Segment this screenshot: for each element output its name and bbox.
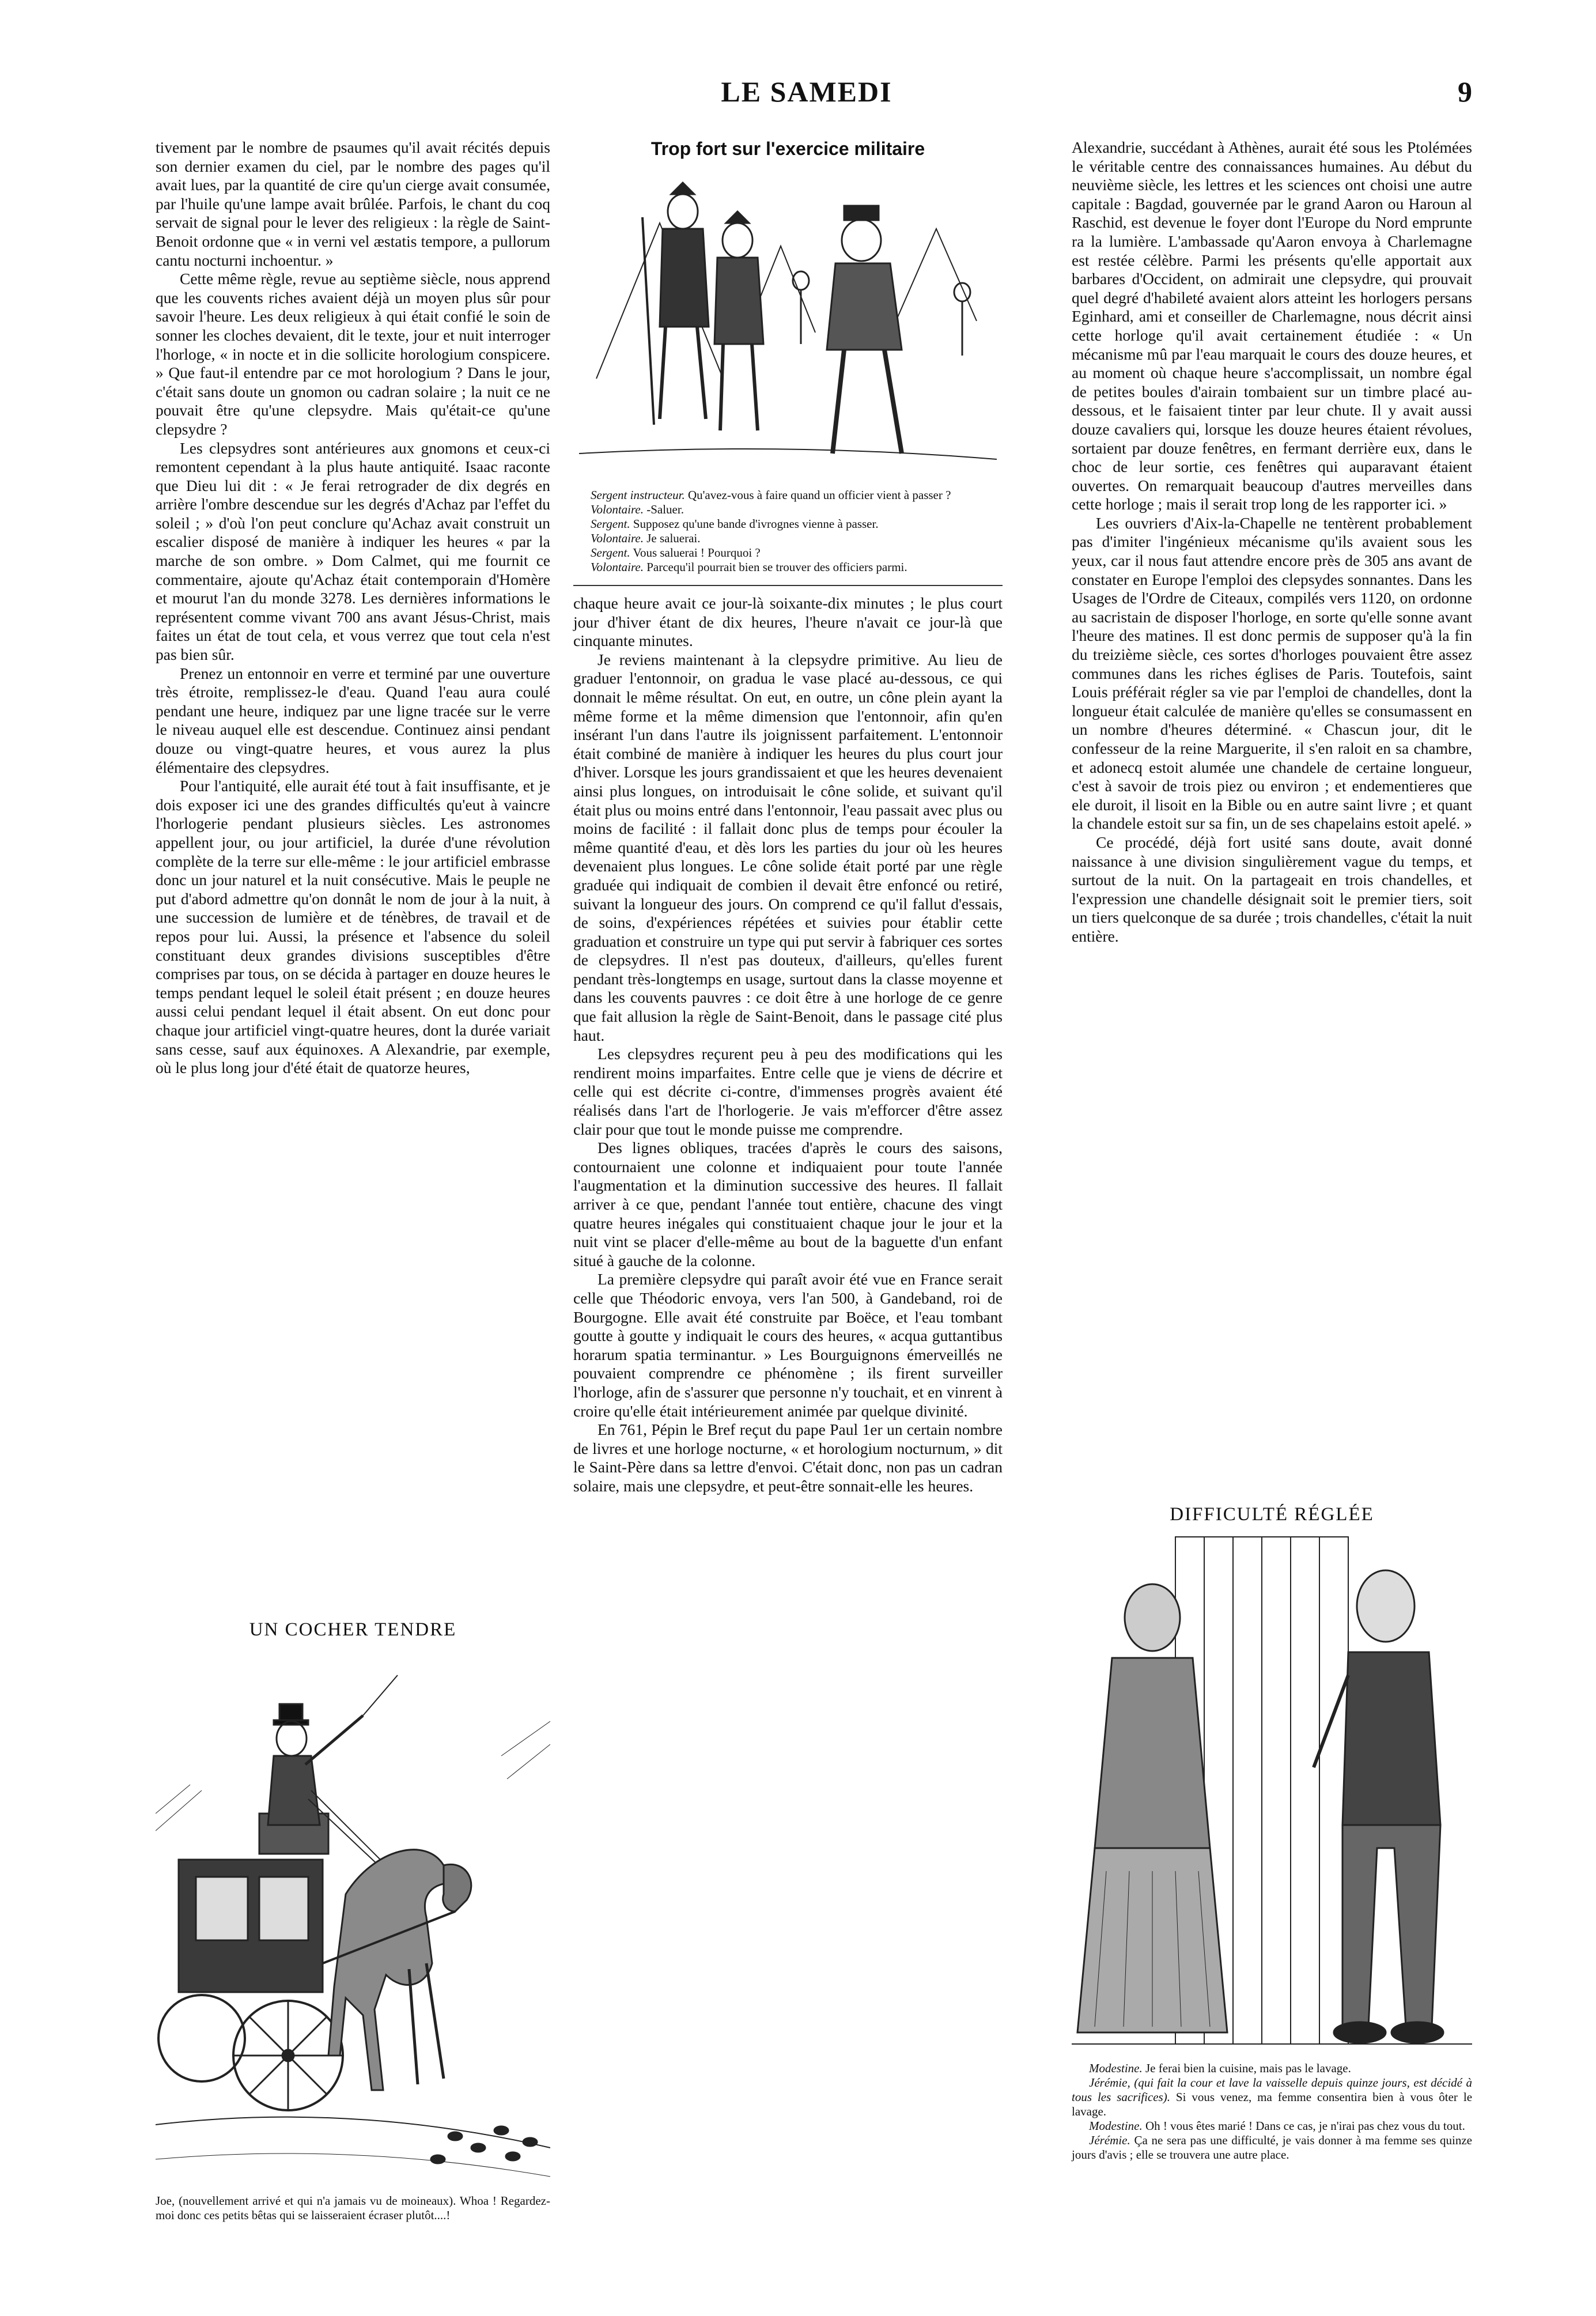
kitchen-scene-engraving: [1072, 1525, 1472, 2061]
illustration-title: DIFFICULTÉ RÉGLÉE: [1170, 1504, 1374, 1525]
divider: [573, 585, 1003, 586]
caption-line: Modestine. Oh ! vous êtes marié ! Dans ce cas, je n'irai pas chez vous du tout.: [1089, 2119, 1465, 2133]
caption-line: Sergent. Supposez qu'une bande d'ivrognes vienne à passer.: [591, 517, 879, 531]
paragraph: tivement par le nombre de psaumes qu'il avait récités depuis son dernier examen du ciel, par le nombre des pages qu'il avait lues, par la quantité de cire qu'un cierge avait consumée, par l'huile qu'une lampe avait brûlée. Parfois, le chant du coq servait de signal pour le lever des religieux : la règle de Saint-Benoit ordonne que « in verni vel æstatis tempore, a pullorum cantu nocturni inchoentur. »: [156, 138, 550, 269]
paragraph: Les clepsydres reçurent peu à peu des modifications qui les rendirent moins imparfaites. Entre celle que je viens de décrire et celle qui est décrite ci-contre, d'immenses progrès avaient été réalisés dans l'art de l'horlogerie. Je vais m'efforcer d'être assez clair pour que tout le monde puisse me comprendre.: [573, 1045, 1003, 1138]
caption-line: Sergent. Vous saluerai ! Pourquoi ?: [591, 546, 761, 560]
column-3: [1072, 138, 1473, 2162]
paragraph: La première clepsydre qui paraît avoir été vue en France serait celle que Théodoric envoya, vers l'an 500, à Gandeband, roi de Bourgogne. Elle avait été construite par Boëce, et l'eau tombant goutte à goutte y indiquait le cours des heures, « acqua guttantibus horarum spatia terminantur. » Les Bourguignons émerveillés ne pouvaient comprendre ce phénomène ; ils firent surveiller l'horloge, afin de s'assurer que personne n'y touchait, et en vinrent à croire qu'elle était intérieurement animée par quelque divinité.: [573, 1270, 1003, 1420]
caption-line: Modestine. Je ferai bien la cuisine, mais pas le lavage.: [1089, 2061, 1351, 2075]
paragraph: Prenez un entonnoir en verre et terminé par une ouverture très étroite, remplissez-le d'eau. Quand l'eau aura coulé pendant une heure, indiquez par une ligne tracée sur le verre le niveau auquel elle est descendue. Continuez ainsi pendant douze ou vingt-quatre heures, et vous aurez la plus élémentaire des clepsydres.: [156, 664, 550, 776]
caption-line: Volontaire. Parcequ'il pourrait bien se trouver des officiers parmi.: [591, 560, 907, 574]
paragraph: En 761, Pépin le Bref reçut du pape Paul 1er un certain nombre de livres et une horloge nocturne, « et horologium nocturnum, » dit le Saint-Père dans sa lettre d'envoi. C'était donc, non pas un cadran solaire, mais une clepsydre, et peut-être sonnait-elle les heures.: [573, 1420, 1003, 1495]
paragraph: Je reviens maintenant à la clepsydre primitive. Au lieu de graduer l'entonnoir, on gradua le vase placé au-dessous, ce qui donnait le même résultat. On eut, en outre, un cône plein ayant la même forme et la même dimension que l'entonnoir, afin qu'en insérant l'un dans l'autre ils joignissent parfaitement. L'entonnoir était combiné de manière à indiquer les heures du plus court jour d'hiver. Lorsque les jours grandissaient et que les heures devenaient ainsi plus longues, on introduisait le cône solide, et suivant qu'il était plus ou moins entré dans l'entonnoir, l'eau passait avec plus ou moins de facilité : il fallait donc plus de temps pour écouler la même quantité d'eau, et dès lors les parties du jour où les heures devenaient plus longues. Le cône solide était porté par une règle graduée qui indiquait de combien il devait être enfoncé ou retiré, suivant la longueur des jours. On comprend ce qu'il fallut d'essais, de soins, d'expériences répétées et suivies pour établir cette graduation et construire un type qui put servir à fabriquer ces sortes de clepsydres. Il n'est pas douteux, d'ailleurs, qu'elles furent pendant très-longtemps en usage, surtout dans la classe moyenne et dans les couvents pauvres : ce doit être à une horloge de ce genre que fait allusion la règle de Saint-Benoit, dans le passage cité plus haut.: [573, 650, 1003, 1044]
caption-line: Jérémie. Ça ne sera pas une difficulté, je vais donner à ma femme ses quinze jours d'avis ; elle se trouvera une autre place.: [1072, 2133, 1473, 2162]
column-1: [156, 138, 550, 2222]
newspaper-title: LE SAMEDI: [721, 75, 892, 108]
illustration-caption: Joe, (nouvellement arrivé et qui n'a jamais vu de moineaux). Whoa ! Regardez-moi donc ces petits bêtas qui se laisseraient écraser plutôt....!: [156, 2194, 550, 2222]
paragraph: Cette même règle, revue au septième siècle, nous apprend que les couvents riches avaient déjà un moyen plus sûr pour savoir l'heure. Les deux religieux à qui était confié le soin de sonner les cloches devaient, dit le texte, jour et nuit interroger l'horloge, « in nocte et in die sollicite horologium conspicere. » Que faut-il entendre par ce mot horologium ? Dans le jour, c'était sans doute un gnomon ou cadran solaire ; la nuit ce ne pouvait être qu'une clepsydre. Mais qu'était-ce qu'une clepsydre ?: [156, 270, 550, 438]
paragraph: chaque heure avait ce jour-là soixante-dix minutes ; le plus court jour d'hiver étant de dix heures, l'heure n'avait ce jour-là que cinquante minutes.: [573, 594, 1003, 650]
paragraph: Pour l'antiquité, elle aurait été tout à fait insuffisante, et je dois exposer ici une des grandes difficultés qu'eut à vaincre l'horlogerie pendant plusieurs siècles. Les astronomes appellent jour, ou jour artificiel, la durée d'une révolution complète de la terre sur elle-même : le jour artificiel embrasse donc un jour naturel et la nuit consécutive. Mais le peuple ne put d'abord admettre qu'on donnât le nom de jour à la nuit, à une succession de lumière et de ténèbres, de travail et de repos pour lui. Aussi, la présence et l'absence du soleil constituant deux grandes divisions susceptibles d'être comprises par tous, on se décida à partager en douze heures le temps pendant lequel le soleil était présent ; en douze heures aussi celui pendant lequel il était absent. On eut donc pour chaque jour artificiel vingt-quatre heures, dont la durée variait sans cesse, sauf aux équinoxes. A Alexandrie, par exemple, où le plus long jour d'été était de quatorze heures,: [156, 777, 550, 1077]
dialogue-caption: [1072, 2061, 1472, 2162]
military-drill-engraving: [573, 160, 1003, 482]
paragraph: Ce procédé, déjà fort usité sans doute, avait donné naissance à une division singulièrement vague du temps, et surtout de la nuit. On la partageait en trois chandelles, et l'expression une chandelle désignait soit le premier tiers, soit un tiers quelconque de sa durée ; trois chandelles, c'était la nuit entière.: [1072, 833, 1472, 945]
illustration-title: UN COCHER TENDRE: [249, 1619, 457, 1640]
dialogue-caption: [573, 488, 1003, 575]
caption-line: Volontaire. -Saluer.: [591, 503, 684, 516]
caption-line: Volontaire. Je saluerai.: [591, 531, 701, 545]
page-number: 9: [1458, 75, 1472, 108]
illustration-difficulty: [1072, 1504, 1472, 2162]
column-2: [573, 138, 1003, 1496]
paragraph: Des lignes obliques, tracées d'après le cours des saisons, contournaient une colonne et indiquaient pour toute l'année l'augmentation et la diminution successive des heures. Il fallait arriver à ce que, pendant l'année tout entière, chacune des vingt quatre heures inégales qui constituaient chaque jour le jour et la nuit vint se placer d'elle-même au bout de la baguette d'un enfant situé à gauche de la colonne.: [573, 1139, 1003, 1270]
illustration-title: Trop fort sur l'exercice militaire: [650, 138, 925, 159]
caption-line: Sergent instructeur. Qu'avez-vous à faire quand un officier vient à passer ?: [591, 488, 951, 502]
page-header: [0, 75, 1596, 121]
paragraph: Alexandrie, succédant à Athènes, aurait été sous les Ptolémées le véritable centre des connaissances humaines. Au début du neuvième siècle, les lettres et les sciences ont choisi une autre capitale : Bagdad, gouvernée par le grand Aaron ou Haroun al Raschid, est devenue le foyer dont l'Europe du Nord emprunte ra la lumière. L'ambassade qu'Aaron envoya à Charlemagne est restée célèbre. Parmi les présents qu'elle apportait aux barbares d'Occident, on admirait une clepsydre, qui prouvait quel degré d'habileté avaient alors atteint les horlogers persans Eginhard, ami et conseiller de Charlemagne, nous décrit ainsi cette horloge qu'il avait certainement étudiée : « Un mécanisme mû par l'eau marquait le cours des douze heures, et au moment où chaque heure s'accomplissait, un nombre égal de petites boules d'airain tombaient sur un timbre placé au-dessous, et le faisaient tinter par leur chute. Il y avait aussi douze cavaliers qui, lorsque les douze heures étaient révolues, sortaient par douze fenêtres, en fermant derrière eux, dans le choc de leur sortie, ces fenêtres qui auparavant étaient ouvertes. On remarquait beaucoup d'autres merveilles dans cette horloge ; mais il serait trop long de les rapporter ici. »: [1072, 138, 1472, 513]
paragraph: Les ouvriers d'Aix-la-Chapelle ne tentèrent probablement pas d'imiter l'ingénieux mécanisme qu'ils avaient sous les yeux, car il nous faut attendre encore près de 305 ans avant de constater en Europe l'emploi des clepsydes sonnantes. Dans les Usages de l'Ordre de Citeaux, compilés vers 1120, on ordonne au sacristain de disposer l'horloge, en sorte qu'elle sonne avant l'heure des matines. Il est donc permis de supposer qu'à la fin du treizième siècle, ces sortes d'horloges pouvaient être assez communes dans les riches églises de Paris. Toutefois, saint Louis préférait régler sa vie par l'emploi de chandelles, dont la longueur était calculée de manière qu'elles se consumassent en un nombre d'heures déterminé. « Chascun jour, dit le confesseur de la reine Marguerite, il s'en raloit en sa chambre, et adonecq estoit alumée une chandele de certaine longueur, c'est à savoir de trois piez ou environ ; et endementieres que ele duroit, il lisoit en la Bible ou en autre saint livre ; et quant la chandele estoit sur sa fin, un de ses chapelains estoit apelé. »: [1072, 513, 1472, 833]
coachman-engraving: [156, 1641, 550, 2194]
caption-line: Jérémie, (qui fait la cour et lave la vaisselle depuis quinze jours, est décidé à tous les sacrifices). Si vous venez, ma femme consentira bien à vous ôter le lavage.: [1072, 2076, 1473, 2118]
paragraph: Les clepsydres sont antérieures aux gnomons et ceux-ci remontent cependant à la plus haute antiquité. Isaac raconte que Dieu lui dit : « Je ferai retrograder de dix degrés en arrière l'ombre descendue sur les degrés d'Achaz par l'effet du soleil ; » d'où l'on peut conclure qu'Achaz avait construit un escalier disposé de manière à indiquer les heures « par la marche de son ombre. » Dom Calmet, qui me fournit ce commentaire, ajoute qu'Achaz était contemporain d'Homère et mourut l'an du monde 3278. Les dernières informations le représentent comme vivant 700 ans avant Jésus-Christ, mais faites un état de tout cela, et vous verrez que tout cela n'est pas bien sûr.: [156, 439, 550, 664]
illustration-coachman: [156, 1619, 550, 2223]
